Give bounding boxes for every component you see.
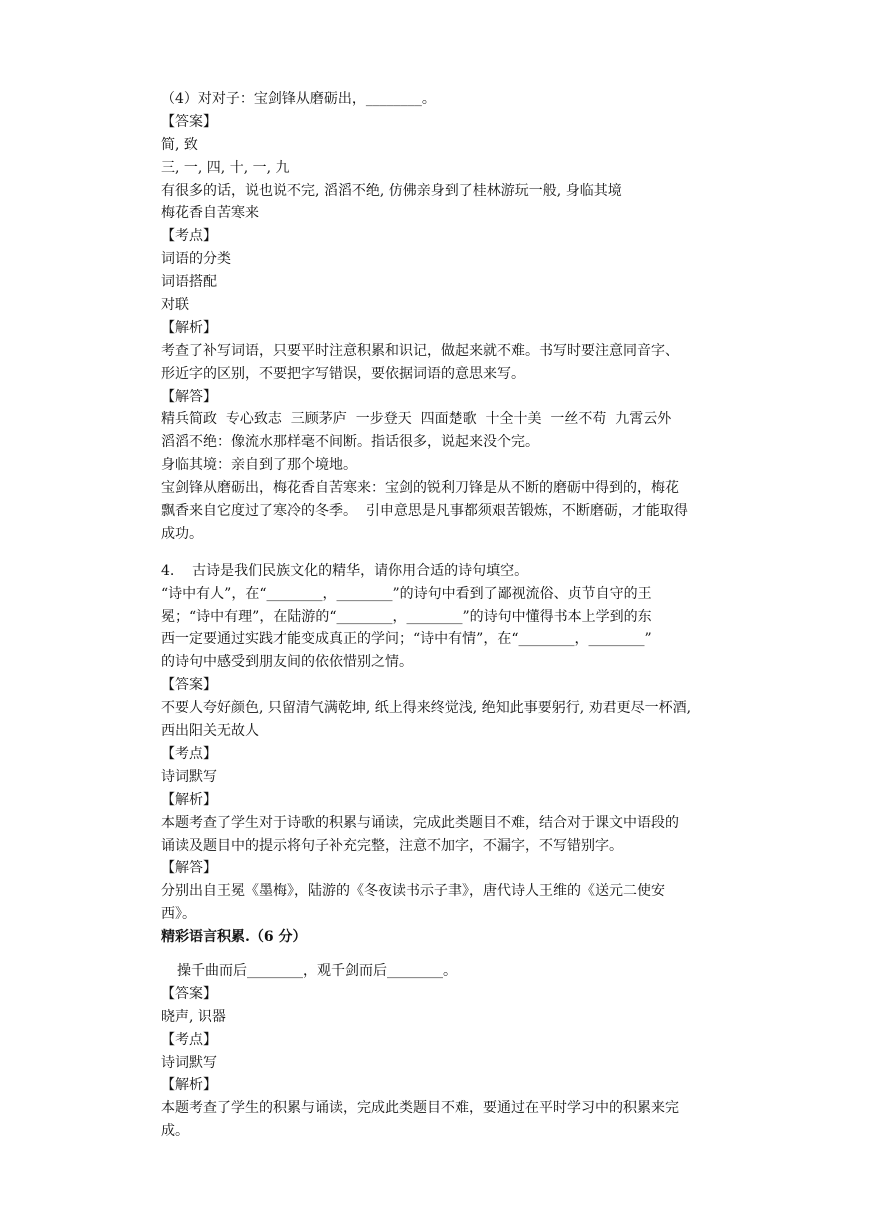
answer-line: 梅花香自苦寒来 bbox=[161, 205, 259, 222]
jiexi-tag: 【解析】 bbox=[161, 1077, 217, 1094]
kaodian-tag: 【考点】 bbox=[161, 1031, 217, 1048]
jiexi-line: 考查了补写词语，只要平时注意积累和识记，做起来就不难。书写时要注意同音字、 bbox=[161, 342, 679, 359]
answer-tag: 【答案】 bbox=[161, 677, 217, 694]
answer-line: 有很多的话，说也说不完, 滔滔不绝, 仿佛亲身到了桂林游玩一般, 身临其境 bbox=[161, 182, 622, 199]
answer-line: 不要人夸好颜色, 只留清气满乾坤, 纸上得来终觉浅, 绝知此事要躬行, 劝君更尽一杯酒, bbox=[161, 700, 692, 717]
question-text: 西一定要通过实践才能变成真正的学问；“诗中有情”，在“________，________” bbox=[161, 631, 652, 648]
answer-line: 西出阳关无故人 bbox=[161, 723, 259, 740]
jiexi-tag: 【解析】 bbox=[161, 791, 217, 808]
jieda-tag: 【解答】 bbox=[161, 860, 217, 877]
section-heading: 精彩语言积累.（6 分） bbox=[161, 929, 307, 946]
kaodian-item: 词语搭配 bbox=[161, 274, 217, 291]
jieda-line: 西》。 bbox=[161, 906, 196, 923]
question-text: 操千曲而后________，观千剑而后________。 bbox=[177, 962, 457, 979]
section-gap bbox=[161, 949, 741, 960]
answer-tag: 【答案】 bbox=[161, 985, 217, 1002]
jieda-line: 飘香来自它度过了寒冷的冬季。 引申意思是凡事都须艰苦锻炼，不断磨砺，才能取得 bbox=[161, 503, 688, 520]
kaodian-tag: 【考点】 bbox=[161, 228, 217, 245]
kaodian-item: 词语的分类 bbox=[161, 251, 231, 268]
jieda-line: 成功。 bbox=[161, 525, 203, 542]
jiexi-line: 诵读及题目中的提示将句子补充完整，注意不加字，不漏字，不写错别字。 bbox=[161, 837, 623, 854]
jieda-line: 精兵简政 专心致志 三顾茅庐 一步登天 四面楚歌 十全十美 一丝不苟 九霄云外 bbox=[161, 411, 672, 428]
answer-line: 简, 致 bbox=[161, 136, 198, 153]
jiexi-line: 成。 bbox=[161, 1123, 189, 1140]
jieda-tag: 【解答】 bbox=[161, 388, 217, 405]
question-text: （4）对对子：宝剑锋从磨砺出，________。 bbox=[161, 91, 436, 107]
answer-line: 三, 一, 四, 十, 一, 九 bbox=[161, 159, 290, 176]
answer-tag: 【答案】 bbox=[161, 113, 217, 130]
jieda-line: 滔滔不绝：像流水那样毫不间断。指话很多，说起来没个完。 bbox=[161, 434, 539, 451]
question-text: “诗中有人”，在“________，________”的诗句中看到了鄙视流俗、贞节自守的王 bbox=[161, 585, 652, 602]
kaodian-item: 诗词默写 bbox=[161, 768, 217, 785]
jieda-line: 分别出自王冕《墨梅》，陆游的《冬夜读书示子聿》，唐代诗人王维的《送元二使安 bbox=[161, 883, 665, 900]
kaodian-tag: 【考点】 bbox=[161, 745, 217, 762]
jieda-line: 宝剑锋从磨砺出，梅花香自苦寒来：宝剑的锐利刀锋是从不断的磨砺中得到的，梅花 bbox=[161, 480, 679, 497]
question-text: 4. 古诗是我们民族文化的精华，请你用合适的诗句填空。 bbox=[161, 562, 529, 579]
jiexi-line: 本题考查了学生对于诗歌的积累与诵读，完成此类题目不难，结合对于课文中语段的 bbox=[161, 814, 679, 831]
jiexi-line: 形近字的区别，不要把字写错误，要依据词语的意思来写。 bbox=[161, 365, 525, 382]
answer-line: 晓声, 识器 bbox=[161, 1008, 226, 1025]
jiexi-tag: 【解析】 bbox=[161, 319, 217, 336]
jiexi-line: 本题考查了学生的积累与诵读，完成此类题目不难，要通过在平时学习中的积累来完 bbox=[161, 1100, 679, 1117]
question-text: 的诗句中感受到朋友间的依依惜别之情。 bbox=[161, 654, 413, 671]
kaodian-item: 诗词默写 bbox=[161, 1054, 217, 1071]
question-text: 冕；“诗中有理”，在陆游的“________，________”的诗句中懂得书本上学到的东 bbox=[161, 608, 652, 625]
document-page bbox=[161, 88, 741, 1143]
jieda-line: 身临其境：亲自到了那个境地。 bbox=[161, 457, 357, 474]
section-gap bbox=[161, 546, 741, 560]
kaodian-item: 对联 bbox=[161, 297, 189, 314]
